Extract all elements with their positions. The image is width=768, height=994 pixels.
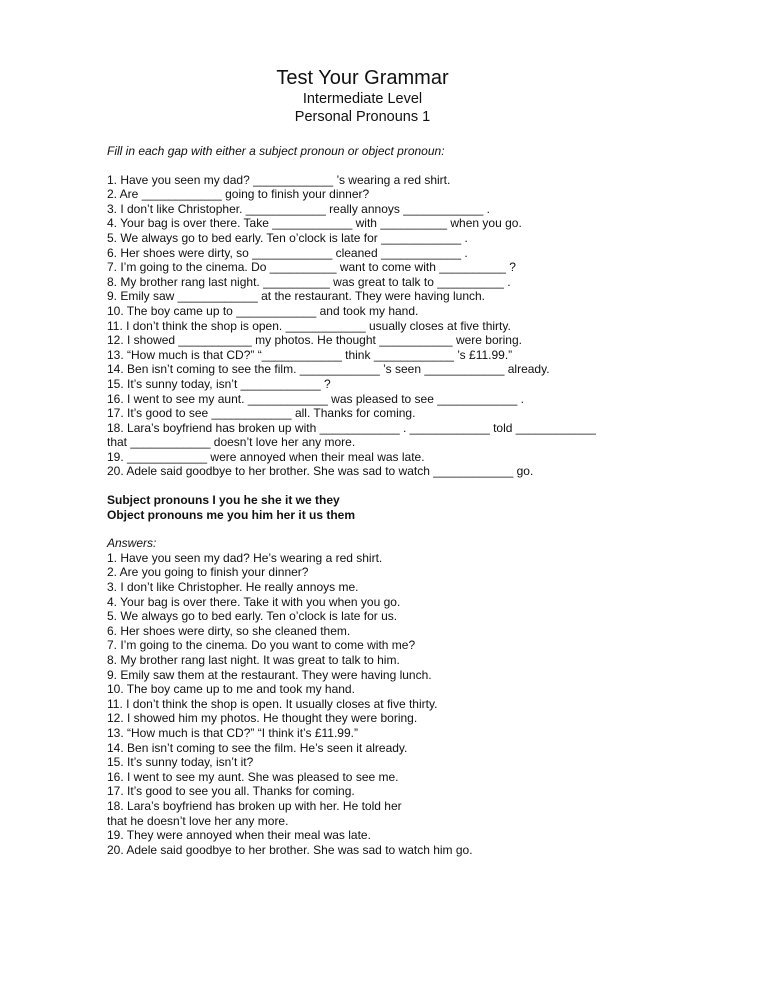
instructions: Fill in each gap with either a subject pronoun or object pronoun: <box>107 144 445 158</box>
question-line: 19. ____________ were annoyed when their meal was late. <box>107 449 425 464</box>
answer-line: 11. I don’t think the shop is open. It usually closes at five thirty. <box>107 696 438 711</box>
question-line: 11. I don’t think the shop is open. ____________ usually closes at five thirty. <box>107 318 511 333</box>
answer-line: 15. It’s sunny today, isn’t it? <box>107 755 254 770</box>
question-line: 2. Are ____________ going to finish your dinner? <box>107 187 370 202</box>
worksheet <box>107 66 667 857</box>
answer-line: 3. I don’t like Christopher. He really annoys me. <box>107 580 359 595</box>
question-line: 14. Ben isn’t coming to see the film. ____________ ’s seen ____________ already. <box>107 362 550 377</box>
answer-line: 8. My brother rang last night. It was great to talk to him. <box>107 653 400 667</box>
object-pronouns: Object pronouns me you him her it us them <box>107 507 356 522</box>
answer-list <box>107 551 667 857</box>
answer-line: 6. Her shoes were dirty, so she cleaned them. <box>107 623 351 638</box>
question-line: 3. I don’t like Christopher. ____________ really annoys ____________ . <box>107 201 490 216</box>
answer-line: 18. Lara’s boyfriend has broken up with her. He told her <box>107 798 402 813</box>
answer-line: 2. Are you going to finish your dinner? <box>107 565 309 580</box>
question-line: 1. Have you seen my dad? ____________ ’s wearing a red shirt. <box>107 172 451 187</box>
answer-line: 4. Your bag is over there. Take it with you when you go. <box>107 594 401 609</box>
question-line: 5. We always go to bed early. Ten o’clock is late for ____________ . <box>107 230 468 245</box>
question-line: 4. Your bag is over there. Take ____________ with __________ when you go. <box>107 216 522 231</box>
answer-line: 16. I went to see my aunt. She was pleased to see me. <box>107 769 399 784</box>
question-line: that ____________ doesn’t love her any more. <box>107 435 356 450</box>
pronoun-key <box>107 493 667 522</box>
question-line: 17. It’s good to see ____________ all. Thanks for coming. <box>107 406 416 421</box>
question-list <box>107 173 667 479</box>
question-line: 6. Her shoes were dirty, so ____________ cleaned ____________ . <box>107 245 468 260</box>
topic-subtitle: Personal Pronouns 1 <box>294 109 431 125</box>
answer-line: 7. I’m going to the cinema. Do you want to come with me? <box>107 638 416 653</box>
answer-line: 12. I showed him my photos. He thought they were boring. <box>107 711 418 726</box>
question-line: 7. I’m going to the cinema. Do __________ want to come with __________ ? <box>107 260 516 275</box>
answer-line: 5. We always go to bed early. Ten o’clock is late for us. <box>107 609 398 624</box>
answer-line: that he doesn’t love her any more. <box>107 813 289 828</box>
page-title: Test Your Grammar <box>276 67 449 89</box>
worksheet-header <box>107 66 667 126</box>
question-line: 10. The boy came up to ____________ and took my hand. <box>107 303 419 318</box>
question-line: 15. It’s sunny today, isn’t ____________ ? <box>107 376 331 391</box>
level-subtitle: Intermediate Level <box>302 91 423 107</box>
answer-line: 14. Ben isn’t coming to see the film. He’s seen it already. <box>107 740 408 755</box>
answer-line: 9. Emily saw them at the restaurant. They were having lunch. <box>107 667 432 682</box>
answers-heading: Answers: <box>107 536 157 551</box>
subject-pronouns: Subject pronouns I you he she it we they <box>107 493 340 508</box>
answer-line: 17. It’s good to see you all. Thanks for coming. <box>107 784 355 799</box>
question-line: 16. I went to see my aunt. ____________ was pleased to see ____________ . <box>107 391 524 406</box>
answer-line: 19. They were annoyed when their meal was late. <box>107 828 371 843</box>
answer-line: 20. Adele said goodbye to her brother. She was sad to watch him go. <box>107 842 473 857</box>
question-line: 18. Lara’s boyfriend has broken up with ____________ . ____________ told ____________ <box>107 420 596 435</box>
answer-line: 1. Have you seen my dad? He’s wearing a red shirt. <box>107 550 383 565</box>
question-line: 12. I showed ___________ my photos. He thought ___________ were boring. <box>107 333 522 348</box>
question-line: 20. Adele said goodbye to her brother. She was sad to watch ____________ go. <box>107 464 534 479</box>
answer-line: 10. The boy came up to me and took my hand. <box>107 682 355 697</box>
question-line: 13. “How much is that CD?” “____________ think ____________ ’s £11.99.” <box>107 347 513 362</box>
answer-line: 13. “How much is that CD?” “I think it’s £11.99.” <box>107 725 358 740</box>
question-line: 9. Emily saw ____________ at the restaurant. They were having lunch. <box>107 289 486 304</box>
question-line: 8. My brother rang last night. __________ was great to talk to __________ . <box>107 274 511 289</box>
